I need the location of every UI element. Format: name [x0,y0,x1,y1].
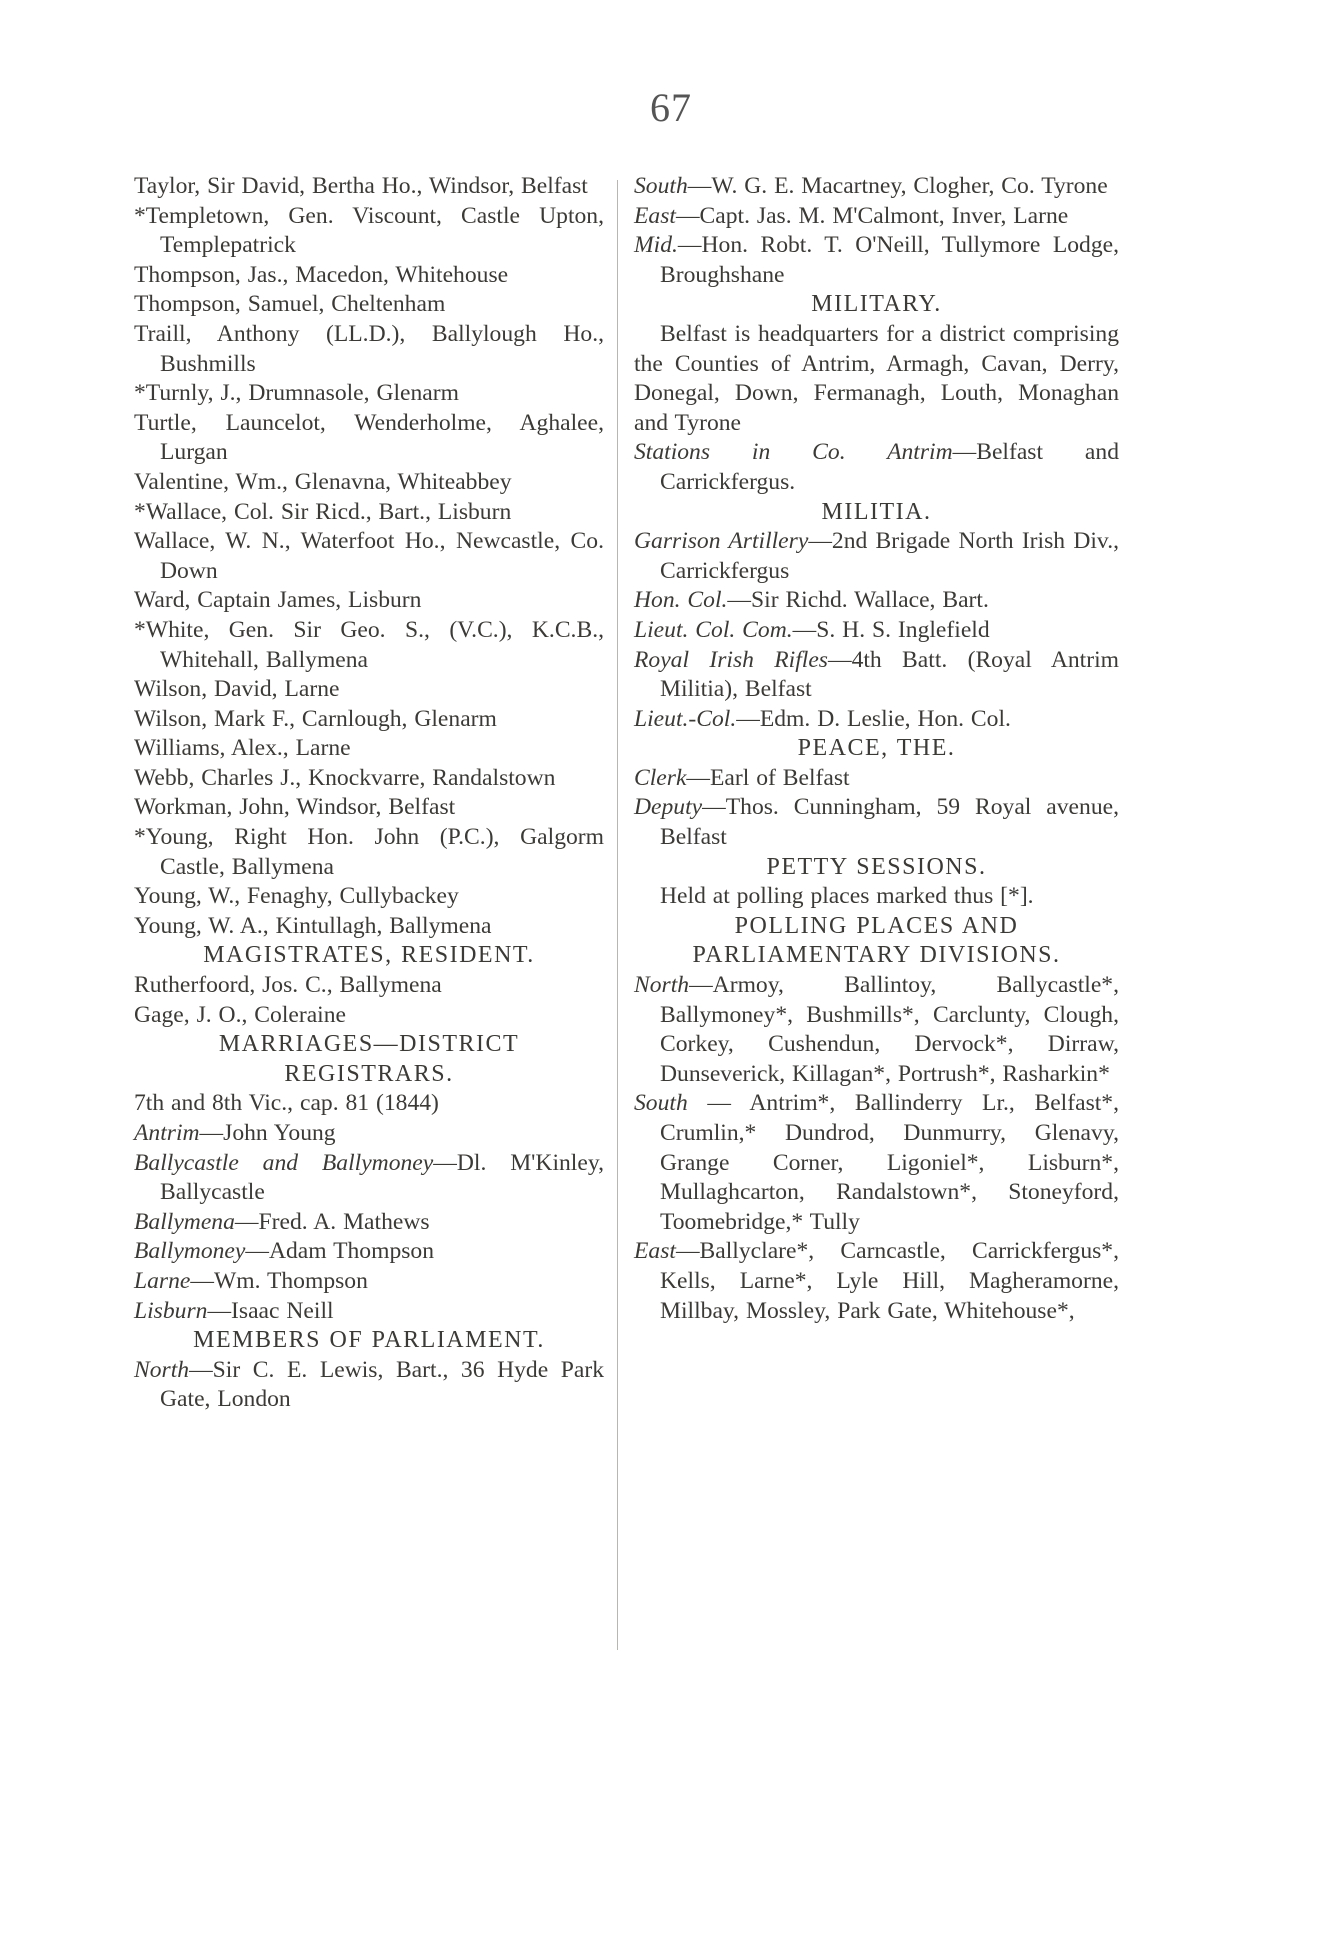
directory-entry [634,527,1119,586]
entry-text: —Sir Richd. Wallace, Bart. [727,587,989,614]
directory-entry [134,202,604,261]
entry-text: —Capt. Jas. M. M'Calmont, Inver, Larne [675,202,1069,229]
entry-text: —Armoy, Ballintoy, Ballycastle*, Ballymoney*, Bushmills*, Carclunty, Clough, Corkey, Cushendun, Dervock*, Dirraw, Dunseverick, Killagan*, Portrush*, Rasharkin* [660,972,1119,1087]
entry-text: —W. G. E. Macartney, Clogher, Co. Tyrone [687,173,1108,199]
entry-text: Held at polling places marked thus [*]. [660,883,1034,910]
directory-entry [634,1237,1119,1326]
directory-entry [134,1297,604,1327]
entry-text: Workman, John, Windsor, Belfast [134,794,456,821]
entry-text: MILITARY. [811,291,942,318]
directory-entry [634,172,1119,202]
entry-label: Deputy [634,794,703,821]
entry-text: Belfast is headquarters for a district comprising the Counties of Antrim, Armagh, Cavan, Derry, Donegal, Down, Fermanagh, Louth, Monaghan and Tyrone [634,320,1119,436]
entry-label: North [634,972,690,999]
entry-text: Turtle, Launcelot, Wenderholme, Aghalee, Lurgan [134,409,604,466]
directory-entry [634,705,1119,735]
entry-text: —Fred. A. Mathews [234,1208,430,1235]
entry-label: Royal Irish Rifles [634,646,828,673]
entry-label: Lisburn [134,1297,208,1324]
entry-text: — Antrim*, Ballinderry Lr., Belfast*, Crumlin,* Dundrod, Dunmurry, Glenavy, Grange Corner, Ligoniel*, Lisburn*, Mullaghcarton, Randalstown*, Stoneyford, Toomebridge,* Tully [660,1090,1119,1235]
directory-entry [134,1149,604,1208]
directory-entry [134,882,604,912]
directory-entry [634,1089,1119,1237]
directory-entry [134,793,604,823]
column-divider [617,180,618,1650]
entry-text: —Dl. M'Kinley, Ballycastle [160,1149,604,1206]
section-heading [634,853,1119,883]
directory-entry [134,409,604,468]
directory-entry [134,1119,604,1149]
entry-label: East [634,1238,676,1265]
directory-entry [134,1267,604,1297]
entry-label: Ballycastle and Ballymoney [134,1149,434,1176]
directory-entry [634,586,1119,616]
entry-label: Antrim [134,1120,200,1146]
entry-text: *White, Gen. Sir Geo. S., (V.C.), K.C.B., Whitehall, Ballymena [134,616,604,673]
entry-text: Valentine, Wm., Glenavna, Whiteabbey [134,468,512,495]
directory-entry [134,172,604,202]
entry-text: MAGISTRATES, RESIDENT. [203,942,535,969]
directory-entry [134,1237,604,1267]
directory-entry [134,971,604,1001]
entry-text: —John Young [199,1120,336,1146]
entry-text: Ward, Captain James, Lisburn [134,587,422,614]
section-paragraph [634,320,1119,438]
directory-entry [634,971,1119,1089]
section-heading [634,734,1119,764]
entry-text: *Young, Right Hon. John (P.C.), Galgorm Castle, Ballymena [134,824,604,880]
directory-entry [634,793,1119,852]
directory-entry [134,290,604,320]
entry-text: —S. H. S. Inglefield [792,616,990,643]
entry-label: Stations in Co. Antrim [634,439,953,466]
entry-label: Hon. Col. [634,587,728,614]
directory-entry [134,705,604,735]
entry-label: Lieut.-Col. [634,705,737,732]
entry-label: Lieut. Col. Com. [634,616,793,643]
entry-text: Williams, Alex., Larne [134,735,351,762]
entry-text: Rutherfoord, Jos. C., Ballymena [134,972,442,999]
entry-text: Young, W., Fenaghy, Cullybackey [134,883,459,910]
entry-text: —Sir C. E. Lewis, Bart., 36 Hyde Park Gate, London [160,1356,604,1413]
entry-text: —Adam Thompson [245,1238,435,1265]
directory-entry [134,498,604,528]
directory-entry [134,320,604,379]
section-heading [134,941,604,971]
directory-entry [634,438,1119,497]
entry-label: Mid. [634,232,678,259]
directory-entry [134,1089,604,1119]
entry-text: —Ballyclare*, Carncastle, Carrickfergus*, Kells, Larne*, Lyle Hill, Magheramorne, Millbay, Mossley, Park Gate, Whitehouse*, [660,1238,1119,1324]
right-column [634,172,1119,1326]
entry-text: Taylor, Sir David, Bertha Ho., Windsor, Belfast [134,173,588,199]
directory-entry [134,1208,604,1238]
section-heading [634,912,1119,971]
directory-entry [134,675,604,705]
section-paragraph [634,882,1119,912]
entry-label: South [634,173,688,199]
entry-text: MILITIA. [821,498,932,525]
directory-entry [634,202,1119,232]
directory-entry [134,912,604,942]
directory-entry [134,616,604,675]
entry-text: Wilson, Mark F., Carnlough, Glenarm [134,705,497,732]
directory-entry [634,231,1119,290]
entry-label: Larne [134,1267,191,1294]
entry-text: POLLING PLACES AND PARLIAMENTARY DIVISIONS. [692,912,1061,969]
directory-entry [134,823,604,882]
entry-text: PETTY SESSIONS. [766,853,987,880]
entry-text: —Belfast and Carrickfergus. [660,439,1119,495]
section-heading [134,1030,604,1089]
entry-text: —Hon. Robt. T. O'Neill, Tullymore Lodge, Broughshane [660,232,1119,288]
directory-entry [134,586,604,616]
entry-text: —Thos. Cunningham, 59 Royal avenue, Belfast [660,794,1119,851]
entry-text: *Wallace, Col. Sir Ricd., Bart., Lisburn [134,498,512,525]
entry-label: Ballymena [134,1208,235,1235]
entry-text: *Turnly, J., Drumnasole, Glenarm [134,380,459,407]
entry-text: —4th Batt. (Royal Antrim Militia), Belfast [660,646,1119,703]
section-heading [134,1326,604,1356]
directory-entry [134,261,604,291]
entry-text: PEACE, THE. [797,735,956,762]
entry-text: Traill, Anthony (LL.D.), Ballylough Ho., Bushmills [134,320,604,377]
directory-entry [134,468,604,498]
entry-text: —Wm. Thompson [190,1267,368,1294]
entry-text: 7th and 8th Vic., cap. 81 (1844) [134,1090,439,1117]
entry-text: MEMBERS OF PARLIAMENT. [193,1327,545,1354]
entry-text: Webb, Charles J., Knockvarre, Randalstown [134,764,556,791]
entry-text: MARRIAGES—DISTRICT REGISTRARS. [218,1031,520,1087]
directory-entry [634,616,1119,646]
entry-text: Thompson, Jas., Macedon, Whitehouse [134,261,509,288]
entry-text: —Isaac Neill [207,1297,334,1324]
directory-entry [634,764,1119,794]
left-column [134,172,604,1415]
directory-entry [134,1001,604,1031]
entry-label: Clerk [634,764,687,791]
section-heading [634,290,1119,320]
entry-text: —Earl of Belfast [686,764,850,791]
directory-entry [634,646,1119,705]
directory-entry [134,1356,604,1415]
entry-label: South [634,1090,688,1117]
entry-text: Wilson, David, Larne [134,676,340,703]
directory-entry [134,764,604,794]
directory-entry [134,527,604,586]
directory-entry [134,734,604,764]
entry-text: Young, W. A., Kintullagh, Ballymena [134,912,492,939]
entry-text: Wallace, W. N., Waterfoot Ho., Newcastle, Co. Down [134,528,604,584]
entry-text: *Templetown, Gen. Viscount, Castle Upton, Templepatrick [134,202,604,259]
entry-text: —Edm. D. Leslie, Hon. Col. [736,705,1011,732]
section-heading [634,498,1119,528]
entry-label: Ballymoney [134,1238,246,1265]
directory-entry [134,379,604,409]
entry-text: Thompson, Samuel, Cheltenham [134,291,446,318]
entry-label: North [134,1356,190,1383]
entry-text: —2nd Brigade North Irish Div., Carrickfergus [660,528,1119,584]
entry-label: Garrison Artillery [634,528,809,555]
page-number: 67 [650,85,692,130]
entry-text: Gage, J. O., Coleraine [134,1001,347,1028]
entry-label: East [634,202,676,229]
